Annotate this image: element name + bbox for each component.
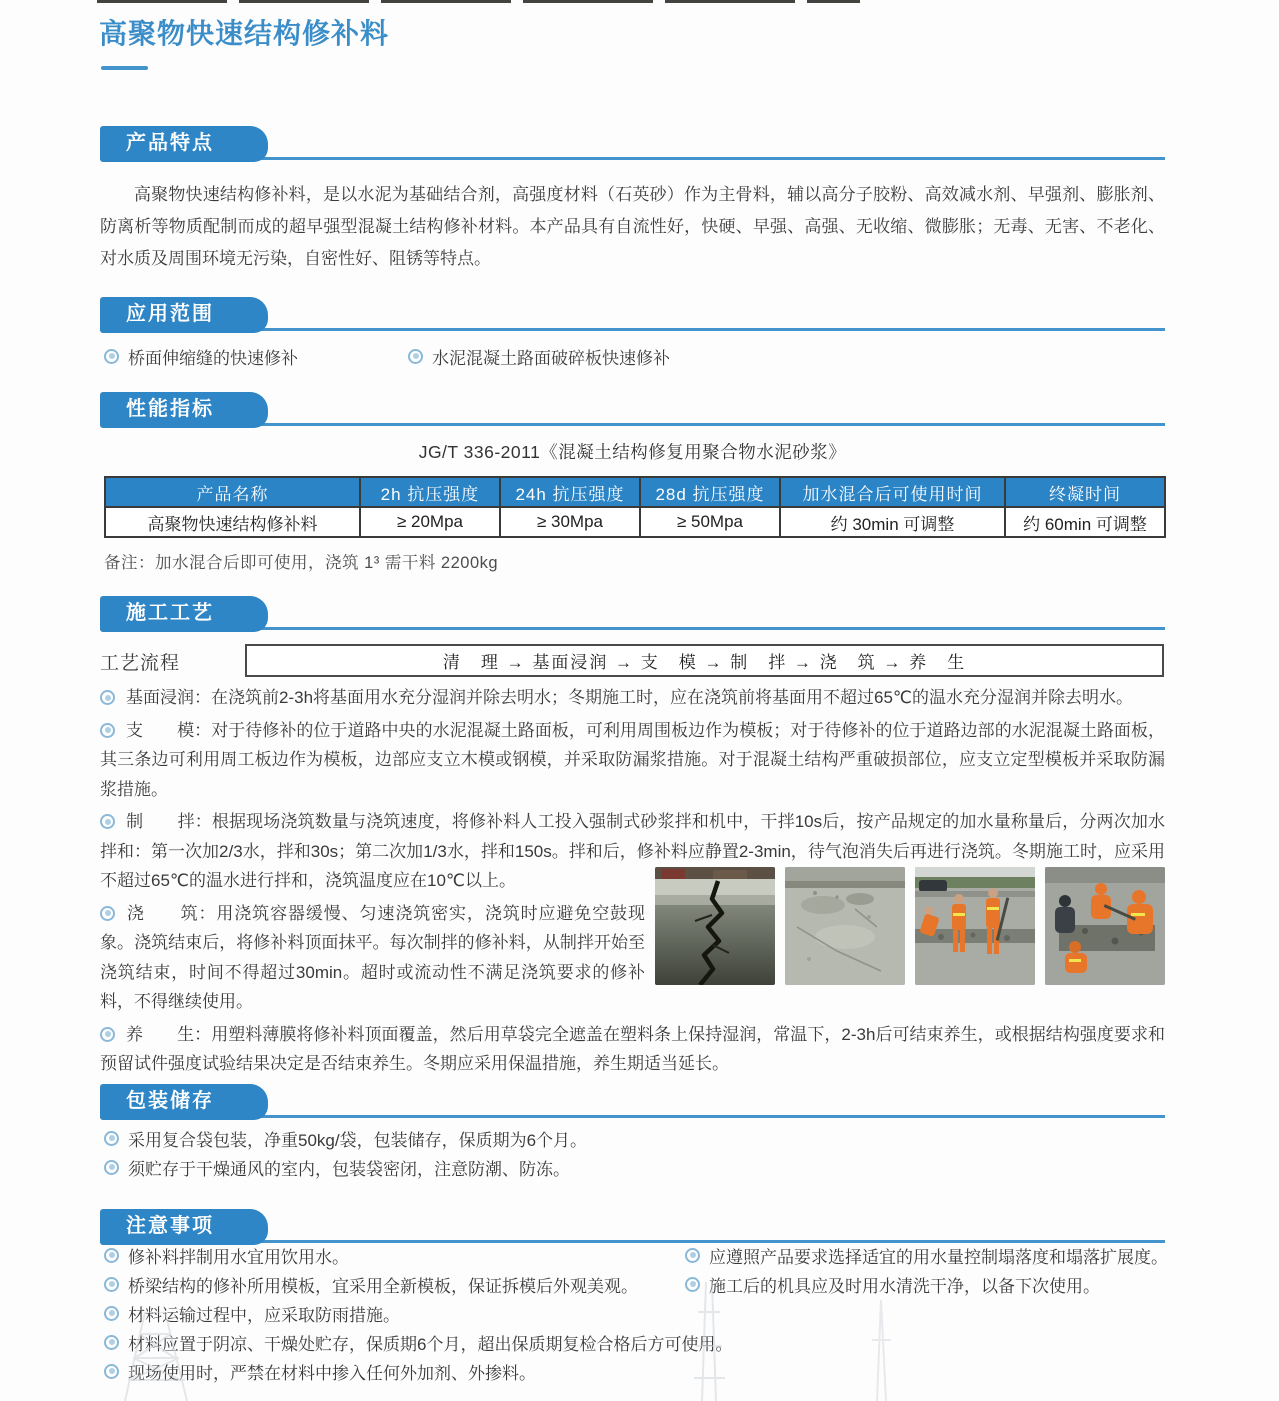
features-paragraph: 高聚物快速结构修补料，是以水泥为基础结合剂，高强度材料（石英砂）作为主骨料，辅以高分子胶粉、高效减水剂、早强剂、膨胀剂、防离析等物质配制而成的超早强型混凝土结构修补材料。本产品具有自流性好，快硬、早强、高强、无收缩、微膨胀；无毒、无害、不老化、对水质及周围环境无污染，自密性好、阻锈等特点。: [100, 185, 1165, 268]
application-item-label: 桥面伸缩缝的快速修补: [128, 348, 298, 368]
section-header-features: [100, 126, 1165, 162]
section-tab-performance: 性能指标: [100, 392, 268, 428]
section-header-performance: [100, 392, 1165, 428]
ring-bullet-icon: [100, 814, 115, 829]
process-flow-text: 清 理 → 基面浸润 → 支 模 → 制 拌 → 浇 筑 → 养 生: [442, 653, 967, 672]
ring-bullet-icon: [104, 1131, 119, 1146]
ring-bullet-icon: [100, 690, 115, 705]
process-step-text: 基面浸润：在浇筑前2-3h将基面用水充分湿润并除去明水；冬期施工时，应在浇筑前将基面用不超过65℃的温水充分湿润并除去明水。: [126, 688, 1134, 707]
precaution-item-label: 现场使用时，严禁在材料中掺入任何外加剂、外掺料。: [128, 1363, 536, 1383]
application-item-label: 水泥混凝土路面破碎板快速修补: [432, 348, 670, 368]
table-header-cell: 28d 抗压强度: [640, 477, 780, 507]
precaution-item-label: 修补料拌制用水宜用饮用水。: [128, 1247, 349, 1267]
section-tab-application: 应用范围: [100, 297, 268, 333]
process-step: [100, 899, 645, 1017]
ring-bullet-icon: [104, 1277, 119, 1292]
precaution-item: [104, 1303, 400, 1323]
table-cell: ≥ 50Mpa: [640, 507, 780, 537]
flow-label: 工艺流程: [100, 653, 181, 674]
standard-caption: JG/T 336-2011《混凝土结构修复用聚合物水泥砂浆》: [418, 442, 847, 462]
ring-bullet-icon: [104, 1306, 119, 1321]
ring-bullet-icon: [100, 723, 115, 738]
section-header-packaging: [100, 1084, 1165, 1120]
section-header-process: [100, 596, 1165, 632]
table-cell: ≥ 30Mpa: [500, 507, 640, 537]
ring-bullet-icon: [104, 1335, 119, 1350]
table-row: [105, 507, 1165, 537]
table-header-cell: 加水混合后可使用时间: [780, 477, 1005, 507]
table-cell: 约 60min 可调整: [1005, 507, 1165, 537]
crew-finishing-patch-photo: [1045, 867, 1165, 985]
precaution-item-label: 应遵照产品要求选择适宜的用水量控制塌落度和塌落扩展度。: [709, 1247, 1168, 1267]
table-header-cell: 24h 抗压强度: [500, 477, 640, 507]
precaution-item: [104, 1361, 536, 1381]
construction-photos: [655, 867, 1165, 985]
table-header-cell: 终凝时间: [1005, 477, 1165, 507]
ring-bullet-icon: [104, 1248, 119, 1263]
section-tab-features: 产品特点: [100, 126, 268, 162]
ring-bullet-icon: [104, 349, 119, 364]
process-flow-box: [245, 644, 1164, 677]
process-step-text: 养 生：用塑料薄膜将修补料顶面覆盖，然后用草袋完全遮盖在塑料条上保持湿润，常温下，2-3h后可结束养生，或根据结构强度要求和预留试件强度试验结果决定是否结束养生。冬期应采用保温措施，养生期适当延长。: [100, 1024, 1165, 1073]
ring-bullet-icon: [104, 1364, 119, 1379]
section-header-application: [100, 297, 1165, 333]
process-step: [100, 716, 1165, 805]
precaution-item-label: 施工后的机具应及时用水清洗干净，以备下次使用。: [709, 1276, 1100, 1296]
table-cell: 约 30min 可调整: [780, 507, 1005, 537]
table-cell: ≥ 20Mpa: [360, 507, 500, 537]
precaution-item-label: 材料运输过程中，应采取防雨措施。: [128, 1305, 400, 1325]
packaging-item-label: 采用复合袋包装，净重50kg/袋，包装储存，保质期为6个月。: [128, 1130, 588, 1150]
section-tab-packaging: 包装储存: [100, 1084, 268, 1120]
table-cell: 高聚物快速结构修补料: [105, 507, 360, 537]
road-repair-crew-photo: [915, 867, 1035, 985]
table-header-cell: 2h 抗压强度: [360, 477, 500, 507]
process-step: [100, 683, 1165, 713]
performance-table: [104, 476, 1166, 538]
title-underline: [101, 66, 148, 70]
ring-bullet-icon: [100, 1027, 115, 1042]
precaution-item-label: 材料应置于阴凉、干燥处贮存，保质期6个月，超出保质期复检合格后方可使用。: [128, 1334, 733, 1354]
precaution-item: [685, 1274, 1100, 1294]
ring-bullet-icon: [685, 1277, 700, 1292]
top-crop-artifact: [97, 0, 860, 3]
table-header-row: [105, 477, 1165, 507]
ring-bullet-icon: [408, 349, 423, 364]
precaution-item: [685, 1245, 1168, 1265]
process-step-text: 支 模：对于待修补的位于道路中央的水泥混凝土路面板，可利用周围板边作为模板；对于待修补的位于道路边部的水泥混凝土路面板，其三条边可利用周工板边作为模板，边部应支立木模或钢模，并采取防漏浆措施。对于混凝土结构严重破损部位，应支立定型模板并采取防漏浆措施。: [100, 720, 1165, 799]
application-item: [408, 346, 670, 366]
ring-bullet-icon: [104, 1160, 119, 1175]
ring-bullet-icon: [685, 1248, 700, 1263]
precaution-item: [104, 1332, 732, 1352]
section-header-precautions: [100, 1209, 1165, 1245]
ring-bullet-icon: [100, 906, 115, 921]
precaution-item-label: 桥梁结构的修补所用模板，宜采用全新模板，保证拆模后外观美观。: [128, 1276, 638, 1296]
table-header-cell: 产品名称: [105, 477, 360, 507]
precaution-item: [104, 1245, 349, 1265]
packaging-item: [104, 1157, 570, 1177]
process-step-text: 浇 筑：用浇筑容器缓慢、匀速浇筑密实，浇筑时应避免空鼓现象。浇筑结束后，将修补料顶面抹平。每次制拌的修补料，从制拌开始至浇筑结束，时间不得超过30min。超时或流动性不满足浇筑要求的修补料，不得继续使用。: [100, 903, 645, 1011]
watermark-pole-sketch: [868, 1300, 894, 1401]
process-step: [100, 1020, 1165, 1079]
cracked-pavement-photo: [655, 867, 775, 985]
table-note: 备注：加水混合后即可使用，浇筑 1³ 需干料 2200kg: [104, 554, 499, 572]
process-step-text: 制 拌：根据现场浇筑数量与浇筑速度，将修补料人工投入强制式砂浆拌和机中，干拌10s后，按产品规定的加水量称量后，分两次加水拌和：第一次加2/3水，拌和30s；第二次加1/3水，拌和150s。拌和后，修补料应静置2-3min，待气泡消失后再进行浇筑。冬期施工时，应采用不超过65℃的温水进行拌和，浇筑温度应在10℃以上。: [100, 812, 1165, 890]
damaged-concrete-slab-photo: [785, 867, 905, 985]
precaution-item: [104, 1274, 638, 1294]
packaging-item: [104, 1128, 587, 1148]
section-tab-precautions: 注意事项: [100, 1209, 268, 1245]
packaging-item-label: 须贮存于干燥通风的室内，包装袋密闭，注意防潮、防冻。: [128, 1159, 570, 1179]
page-title: 高聚物快速结构修补料: [99, 18, 390, 49]
application-item: [104, 346, 298, 366]
section-tab-process: 施工工艺: [100, 596, 268, 632]
